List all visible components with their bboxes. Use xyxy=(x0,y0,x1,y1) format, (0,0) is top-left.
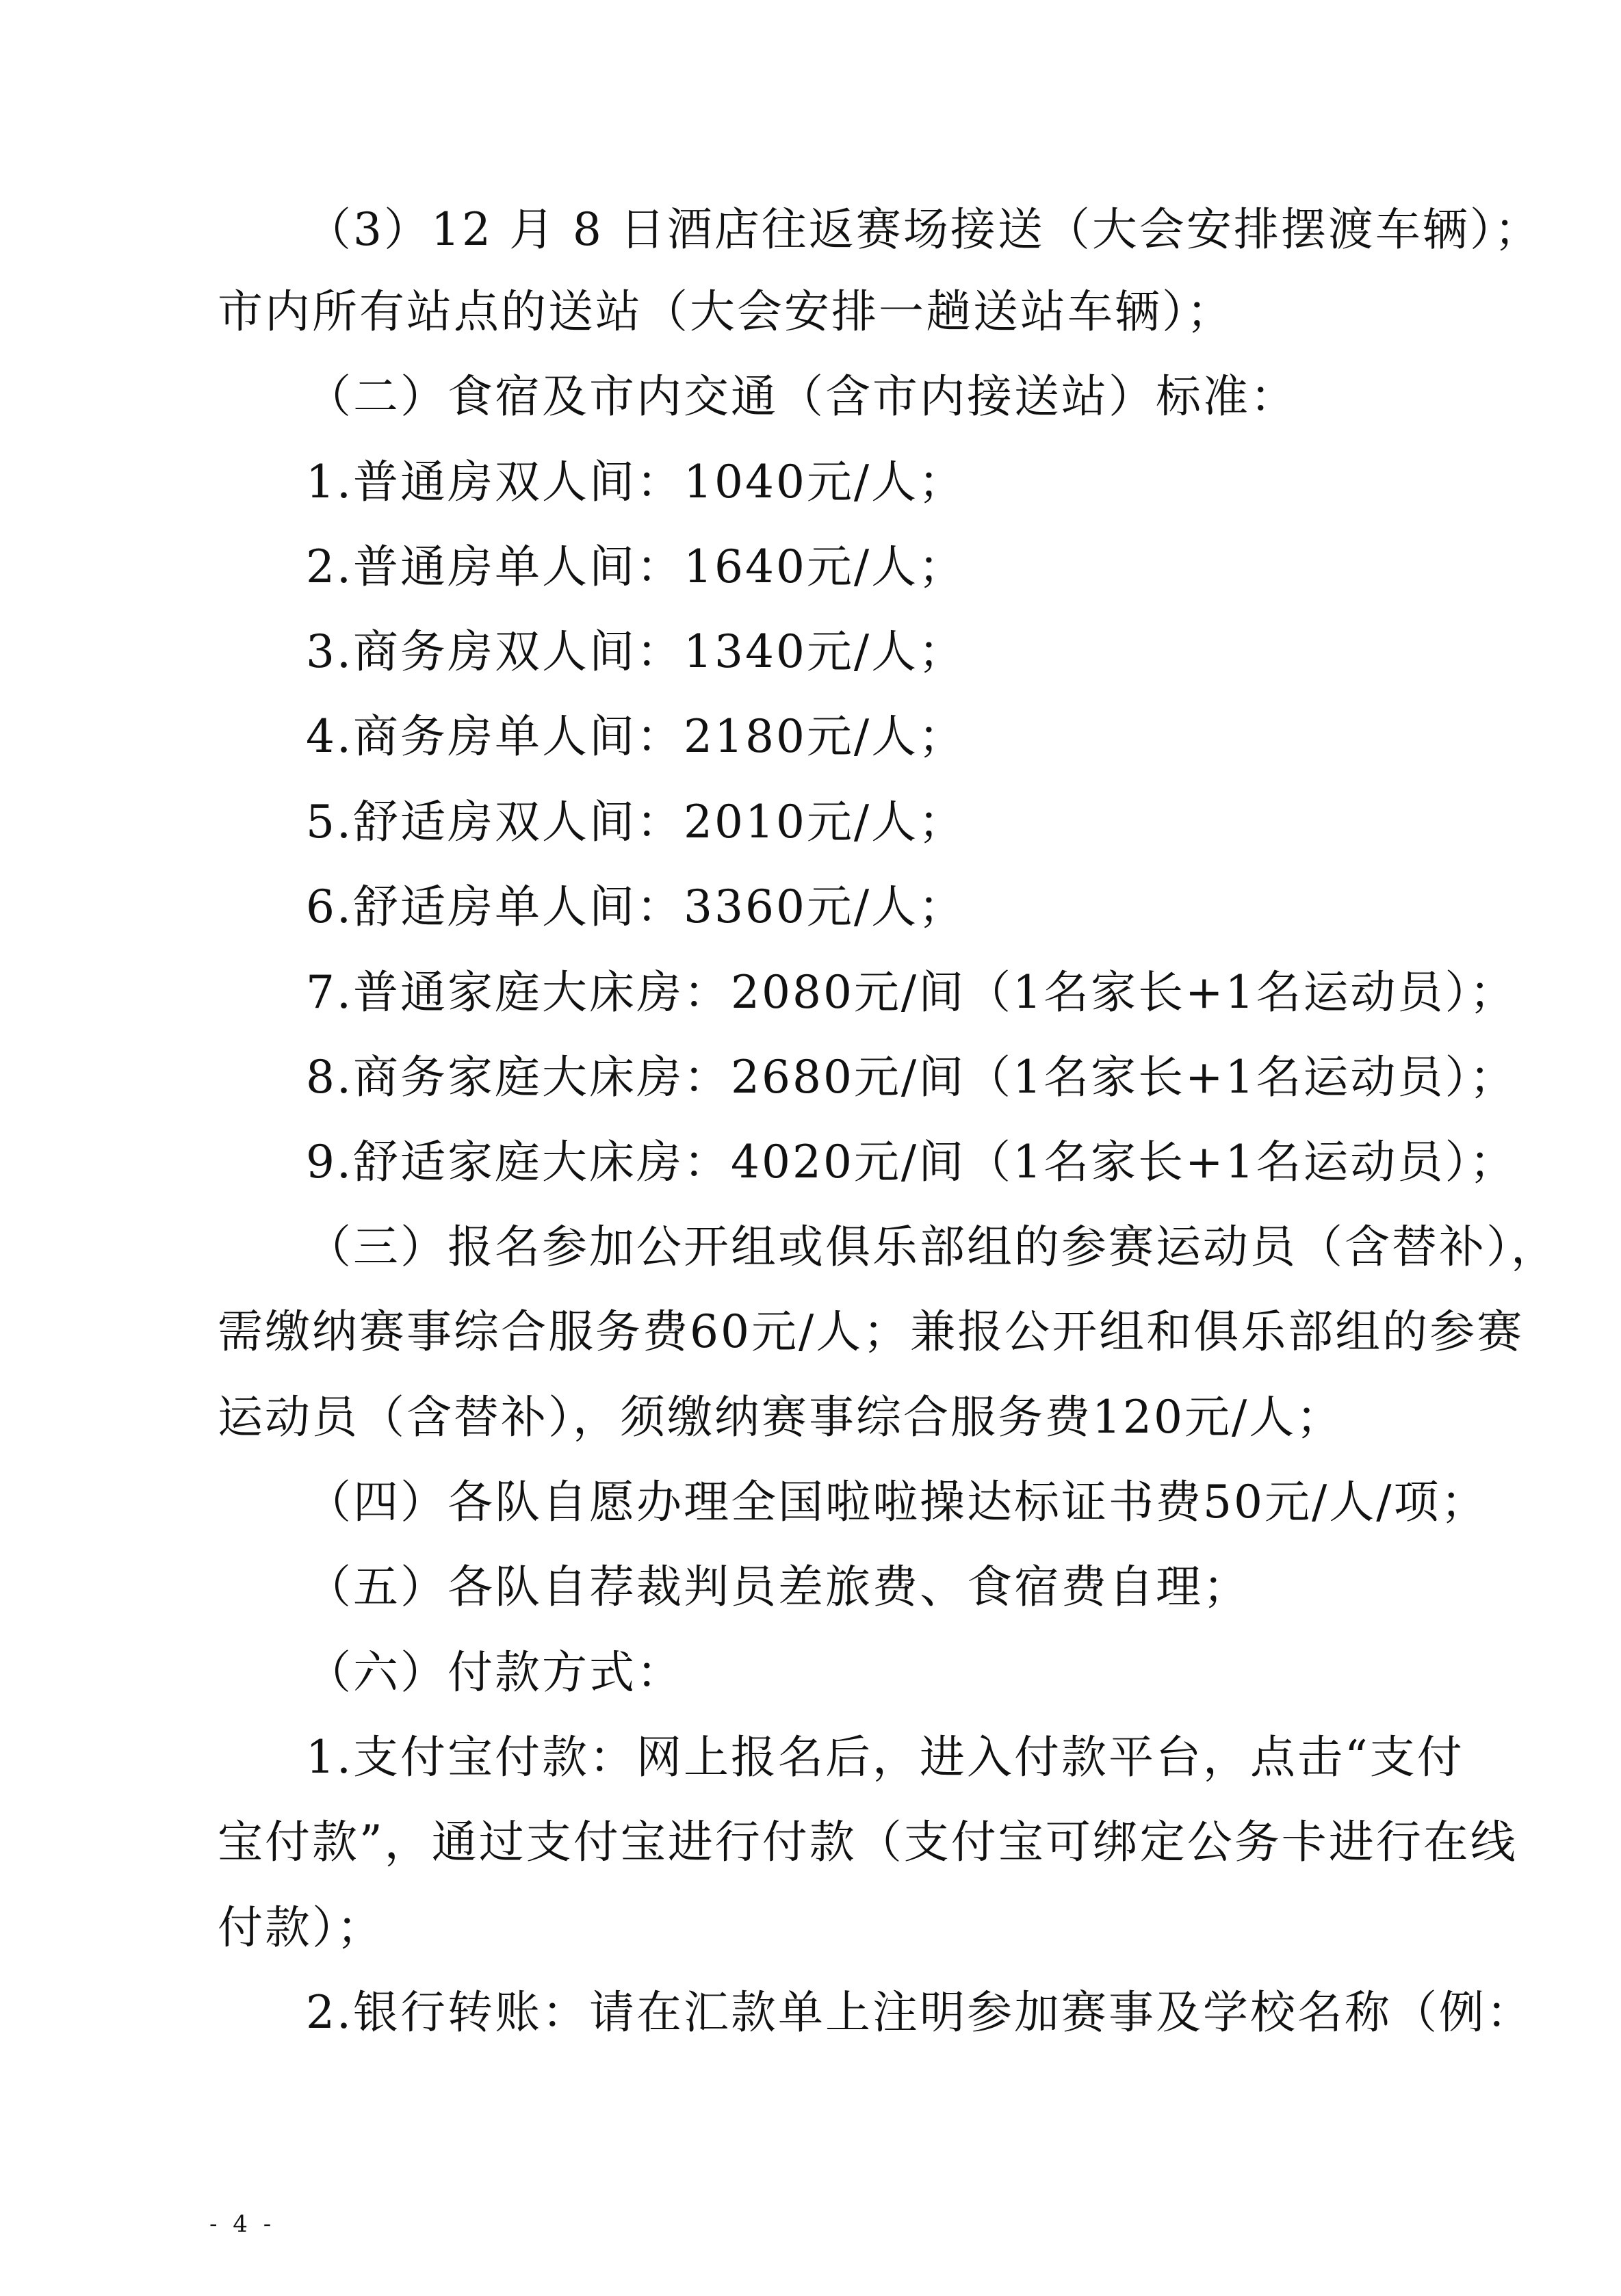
price-item: 2.普通房单人间：1640元/人； xyxy=(306,540,966,593)
body-text-line: 付款）； xyxy=(218,1901,384,1954)
section-heading-service-fee: （三）报名参加公开组或俱乐部组的参赛运动员（含替补）， xyxy=(306,1221,1558,1273)
price-item: 9.舒适家庭大床房：4020元/间（1名家长+1名运动员）； xyxy=(306,1136,1517,1188)
price-item: 3.商务房双人间：1340元/人； xyxy=(306,625,966,678)
section-heading-accommodation: （二）食宿及市内交通（含市内接送站）标准： xyxy=(306,370,1297,423)
price-item: 7.普通家庭大床房：2080元/间（1名家长+1名运动员）； xyxy=(306,966,1517,1019)
price-item: 8.商务家庭大床房：2680元/间（1名家长+1名运动员）； xyxy=(306,1051,1517,1104)
body-text-line: 宝付款”，通过支付宝进行付款（支付宝可绑定公务卡进行在线 xyxy=(218,1816,1518,1868)
body-text-line: 运动员（含替补），须缴纳赛事综合服务费120元/人； xyxy=(218,1391,1344,1444)
section-heading-payment-method: （六）付款方式： xyxy=(306,1646,684,1699)
body-text-line: 需缴纳赛事综合服务费60元/人；兼报公开组和俱乐部组的参赛 xyxy=(218,1305,1525,1358)
payment-item-alipay: 1.支付宝付款：网上报名后，进入付款平台，点击“支付 xyxy=(306,1731,1464,1784)
price-item: 1.普通房双人间：1040元/人； xyxy=(306,456,966,508)
payment-item-bank-transfer: 2.银行转账：请在汇款单上注明参加赛事及学校名称（例： xyxy=(306,1986,1533,2039)
page-number: - 4 - xyxy=(209,2210,276,2238)
section-heading-referee-expenses: （五）各队自荐裁判员差旅费、食宿费自理； xyxy=(306,1561,1250,1613)
body-text-line: （3）12 月 8 日酒店往返赛场接送（大会安排摆渡车辆）； xyxy=(306,203,1542,256)
price-item: 4.商务房单人间：2180元/人； xyxy=(306,710,966,763)
section-heading-certificate-fee: （四）各队自愿办理全国啦啦操达标证书费50元/人/项； xyxy=(306,1476,1488,1528)
body-text-line: 市内所有站点的送站（大会安排一趟送站车辆）； xyxy=(218,285,1234,338)
price-item: 5.舒适房双人间：2010元/人； xyxy=(306,796,966,848)
price-item: 6.舒适房单人间：3360元/人； xyxy=(306,880,966,933)
